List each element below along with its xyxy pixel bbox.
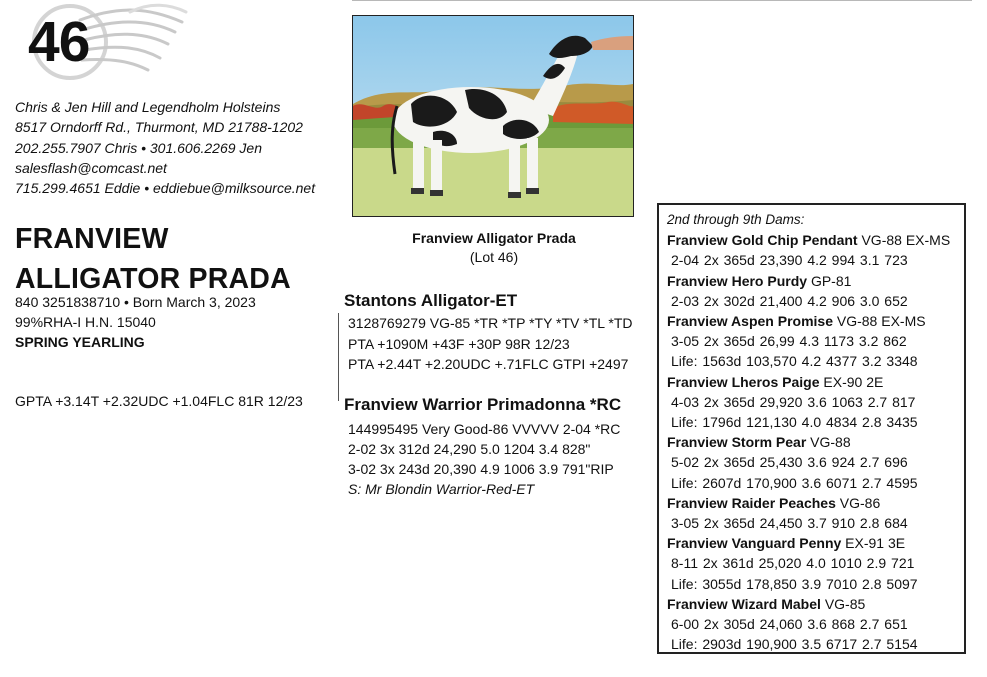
ancestor-dam: [667, 271, 950, 291]
registration-birth: 840 3251838710 • Born March 3, 2023: [15, 294, 256, 310]
ancestor-record: 5-02 2x 365d 25,430 3.6 924 2.7 696: [671, 454, 908, 471]
consignor-address: 8517 Orndorff Rd., Thurmont, MD 21788-1202: [15, 119, 303, 136]
ancestor-dam-name: Franview Vanguard Penny: [667, 535, 842, 552]
sire-pta-type: PTA +2.44T +2.20UDC +.71FLC GTPI +2497: [348, 356, 629, 372]
ancestry-box: [657, 203, 966, 654]
heifer-illustration: [353, 16, 633, 216]
ancestor-dam: [667, 230, 950, 250]
photo-caption: [352, 229, 636, 267]
ancestor-record: Life: 3055d 178,850 3.9 7010 2.8 5097: [671, 575, 918, 592]
ancestor-dam-name: Franview Storm Pear: [667, 434, 807, 451]
animal-photo: [352, 15, 634, 217]
dam-name: Franview Warrior Primadonna *RC: [344, 395, 622, 414]
ancestor-record: 6-00 2x 305d 24,060 3.6 868 2.7 651: [671, 616, 908, 633]
ancestor-record: Life: 2903d 190,900 3.5 6717 2.7 5154: [671, 636, 918, 653]
ancestor-dam: [667, 533, 950, 553]
top-rule: [352, 0, 972, 1]
sire-name: Stantons Alligator-ET: [344, 291, 518, 310]
caption-name: Franview Alligator Prada: [412, 230, 576, 246]
animal-name: [15, 219, 291, 299]
consignor-email: salesflash@comcast.net: [15, 159, 167, 176]
ancestor-record: 3-05 2x 365d 26,99 4.3 1173 3.2 862: [671, 333, 907, 350]
consignor-phones: 202.255.7907 Chris • 301.606.2269 Jen: [15, 139, 262, 156]
caption-lot: (Lot 46): [469, 249, 519, 265]
dam-registration: 144995495 Very Good-86 VVVVV 2-04 *RC: [348, 421, 621, 437]
ancestor-dam: [667, 311, 950, 331]
age-class: SPRING YEARLING: [15, 334, 145, 350]
ancestor-dam: [667, 493, 950, 513]
animal-name-line2: ALLIGATOR PRADA: [15, 263, 291, 295]
ancestor-dam-score: VG-88: [810, 434, 851, 451]
ancestor-dam-score: GP-81: [810, 272, 852, 289]
sire-details: [338, 313, 633, 401]
ancestor-dam-name: Franview Wizard Mabel: [667, 595, 821, 612]
ancestor-record: 8-11 2x 361d 25,020 4.0 1010 2.9 721: [671, 555, 915, 572]
ancestor-dam-name: Franview Raider Peaches: [667, 494, 836, 511]
ancestor-record: Life: 2607d 170,900 3.6 6071 2.7 4595: [671, 474, 918, 491]
dam-sire: S: Mr Blondin Warrior-Red-ET: [348, 481, 535, 497]
dam-record: 2-02 3x 312d 24,290 5.0 1204 3.4 828": [348, 441, 591, 457]
ancestor-record: 2-03 2x 302d 21,400 4.2 906 3.0 652: [671, 292, 908, 309]
ancestor-dam-score: VG-88 EX-MS: [836, 313, 926, 330]
ancestor-dam-score: VG-88 EX-MS: [861, 232, 951, 249]
ancestor-record: 4-03 2x 365d 29,920 3.6 1063 2.7 817: [671, 393, 916, 410]
genomic-pta: GPTA +3.14T +2.32UDC +1.04FLC 81R 12/23: [15, 393, 303, 409]
ancestor-dam: [667, 594, 950, 614]
ancestor-dam-score: VG-85: [824, 595, 866, 612]
ancestor-dam-score: VG-86: [839, 494, 881, 511]
consignor-info: [15, 97, 315, 198]
ancestry-list: [667, 210, 950, 654]
ancestor-dam: [667, 372, 950, 392]
ancestry-title: 2nd through 9th Dams:: [667, 212, 805, 227]
sire-pta-production: PTA +1090M +43F +30P 98R 12/23: [348, 335, 570, 352]
ancestor-record: Life: 1796d 121,130 4.0 4834 2.8 3435: [671, 414, 918, 431]
ancestor-dam-name: Franview Lheros Paige: [667, 373, 820, 390]
lot-number: 46: [28, 10, 90, 74]
ancestor-record: Life: 1563d 103,570 4.2 4377 3.2 3348: [671, 353, 918, 370]
consignor-name: Chris & Jen Hill and Legendholm Holsteins: [15, 99, 281, 115]
ancestor-dam-name: Franview Hero Purdy: [667, 272, 808, 289]
dam-record: 3-02 3x 243d 20,390 4.9 1006 3.9 791"RIP: [348, 461, 614, 477]
animal-facts: [15, 292, 256, 352]
consignor-contact-eddie: 715.299.4651 Eddie • eddiebue@milksource.net: [15, 180, 316, 197]
rha-herd-number: 99%RHA-I H.N. 15040: [15, 314, 156, 330]
dam-details: [348, 419, 620, 499]
ancestor-record: 2-04 2x 365d 23,390 4.2 994 3.1 723: [671, 252, 908, 269]
ancestor-dam-score: EX-90 2E: [823, 373, 884, 390]
ancestor-dam: [667, 432, 950, 452]
ancestor-dam-name: Franview Gold Chip Pendant: [667, 232, 858, 249]
ancestor-dam-name: Franview Aspen Promise: [667, 313, 833, 330]
ancestor-record: 3-05 2x 365d 24,450 3.7 910 2.8 684: [671, 515, 908, 532]
sire-registration: 3128769279 VG-85 *TR *TP *TY *TV *TL *TD: [348, 315, 633, 331]
animal-name-line1: FRANVIEW: [15, 223, 169, 255]
ancestor-dam-score: EX-91 3E: [845, 535, 906, 552]
